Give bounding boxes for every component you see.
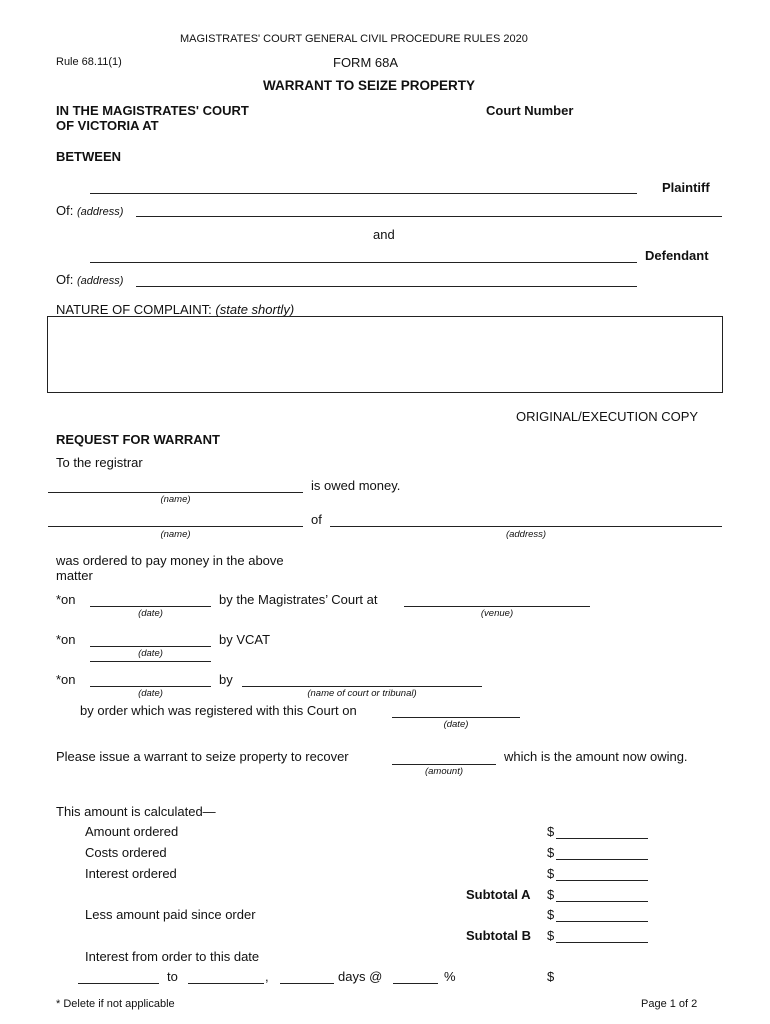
currency-sign: $ <box>547 928 555 943</box>
amount-ordered-field[interactable] <box>556 838 648 839</box>
interest-ordered-label: Interest ordered <box>85 866 177 881</box>
costs-ordered-field[interactable] <box>556 859 648 860</box>
currency-sign: $ <box>547 969 555 984</box>
defendant-name-field[interactable] <box>90 262 637 263</box>
issue-text: Please issue a warrant to seize property to recover <box>56 749 349 764</box>
to-registrar: To the registrar <box>56 455 143 470</box>
by-court-text: by the Magistrates’ Court at <box>219 592 378 607</box>
interest-to-date-field[interactable] <box>188 983 264 984</box>
court-name-line1: IN THE MAGISTRATES' COURT <box>56 103 249 118</box>
currency-sign: $ <box>547 866 555 881</box>
days-field[interactable] <box>280 983 334 984</box>
registered-text: by order which was registered with this Court on <box>80 703 357 718</box>
plaintiff-label: Plaintiff <box>662 180 710 195</box>
rules-title: MAGISTRATES' COURT GENERAL CIVIL PROCEDURE RULES 2020 <box>180 33 528 45</box>
name-caption: (name) <box>160 529 191 540</box>
creditor-name-field[interactable] <box>48 492 303 493</box>
footnote: * Delete if not applicable <box>56 998 175 1010</box>
copy-label: ORIGINAL/EXECUTION COPY <box>516 409 699 424</box>
days-at-text: days @ <box>338 969 383 984</box>
plaintiff-address-field[interactable] <box>136 216 722 217</box>
debtor-name-field[interactable] <box>48 526 303 527</box>
plaintiff-of-label: Of: (address) <box>56 203 124 218</box>
plaintiff-name-field[interactable] <box>90 193 637 194</box>
on-label: *on <box>56 672 76 687</box>
vcat-date-underline <box>90 661 211 662</box>
defendant-of-label: Of: (address) <box>56 272 124 287</box>
form-number: FORM 68A <box>333 55 399 70</box>
interest-ordered-field[interactable] <box>556 880 648 881</box>
vcat-date-field[interactable] <box>90 646 211 647</box>
interest-from-date-field[interactable] <box>78 983 159 984</box>
date-caption: (date) <box>138 648 163 659</box>
rate-field[interactable] <box>393 983 438 984</box>
rule-reference: Rule 68.11(1) <box>56 56 122 68</box>
venue-caption: (venue) <box>480 608 514 619</box>
ordered-text-line2: matter <box>56 568 93 583</box>
address-hint: (address) <box>76 206 124 218</box>
owed-text: is owed money. <box>311 478 401 493</box>
less-paid-field[interactable] <box>556 921 648 922</box>
name-caption: (name) <box>160 494 191 505</box>
request-heading: REQUEST FOR WARRANT <box>56 432 220 447</box>
address-hint: (address) <box>76 275 124 287</box>
amount-caption: (amount) <box>424 766 463 777</box>
currency-sign: $ <box>547 824 555 839</box>
of-text: of <box>311 512 322 527</box>
subtotal-a-field[interactable] <box>556 901 648 902</box>
defendant-address-field[interactable] <box>136 286 637 287</box>
page-number: Page 1 of 2 <box>641 998 698 1010</box>
complaint-hint: (state shortly) <box>215 302 295 317</box>
address-caption: (address) <box>505 529 547 540</box>
tribunal-caption: (name of court or tribunal) <box>307 688 417 699</box>
complaint-box[interactable] <box>47 316 723 393</box>
on-label: *on <box>56 592 76 607</box>
date-caption: (date) <box>138 608 163 619</box>
currency-sign: $ <box>547 887 555 902</box>
and-label: and <box>373 227 395 242</box>
percent-text: % <box>444 969 456 984</box>
subtotal-a-label: Subtotal A <box>466 887 531 902</box>
date-caption: (date) <box>443 719 469 730</box>
amount-field[interactable] <box>392 764 496 765</box>
currency-sign: $ <box>547 907 555 922</box>
form-title: WARRANT TO SEIZE PROPERTY <box>263 78 476 93</box>
venue-field[interactable] <box>404 606 590 607</box>
to-text: to <box>167 969 178 984</box>
less-paid-label: Less amount paid since order <box>85 907 256 922</box>
on-label: *on <box>56 632 76 647</box>
by-vcat-text: by VCAT <box>219 632 271 647</box>
currency-sign: $ <box>547 845 555 860</box>
costs-ordered-label: Costs ordered <box>85 845 167 860</box>
court-date-field[interactable] <box>90 606 211 607</box>
court-number-label: Court Number <box>486 103 574 118</box>
comma-text: , <box>265 969 269 984</box>
defendant-label: Defendant <box>645 248 709 263</box>
subtotal-b-field[interactable] <box>556 942 648 943</box>
court-name-line2: OF VICTORIA AT <box>56 118 159 133</box>
calc-intro: This amount is calculated— <box>56 804 216 819</box>
amount-ordered-label: Amount ordered <box>85 824 179 839</box>
tribunal-date-field[interactable] <box>90 686 211 687</box>
interest-from-label: Interest from order to this date <box>85 949 260 964</box>
date-caption: (date) <box>138 688 163 699</box>
owing-text: which is the amount now owing. <box>504 749 688 764</box>
registered-date-field[interactable] <box>392 717 520 718</box>
tribunal-name-field[interactable] <box>242 686 482 687</box>
complaint-label: NATURE OF COMPLAINT: (state shortly) <box>56 302 295 317</box>
subtotal-b-label: Subtotal B <box>466 928 531 943</box>
between-label: BETWEEN <box>56 149 121 164</box>
debtor-address-field[interactable] <box>330 526 722 527</box>
by-text: by <box>219 672 233 687</box>
ordered-text-line1: was ordered to pay money in the above <box>56 553 284 568</box>
